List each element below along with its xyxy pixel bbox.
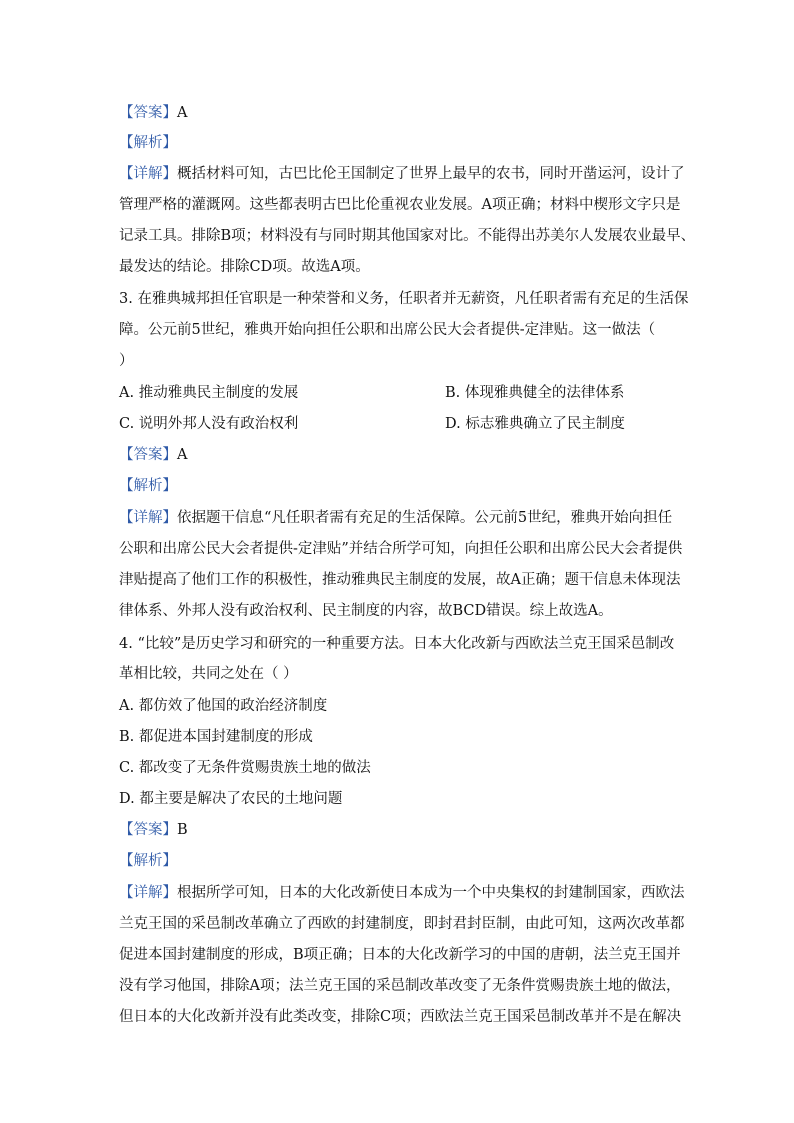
q3-answer-line	[119, 445, 679, 465]
answer-label: 【答案】	[119, 822, 177, 838]
detail-line: 最发达的结论。排除CD项。故选A项。	[119, 259, 370, 275]
detail-text: 概括材料可知，古巴比伦王国制定了世界上最早的农书，同时开凿运河，设计了	[177, 166, 685, 182]
q4-option-b: B. 都促进本国封建制度的形成	[119, 729, 313, 745]
analysis-label: 【解析】	[119, 478, 177, 494]
detail-line: 管理严格的灌溉网。这些都表明古巴比伦重视农业发展。A项正确；材料中楔形文字只是	[119, 197, 681, 213]
analysis-label: 【解析】	[119, 853, 177, 869]
answer-line	[119, 103, 679, 123]
detail-line	[119, 508, 679, 528]
q3-option-b: B. 体现雅典健全的法律体系	[445, 385, 625, 401]
q4-stem: 4. “比较”是历史学习和研究的一种重要方法。日本大化改新与西欧法兰克王国采邑制改	[119, 636, 675, 652]
answer-value: B	[177, 822, 188, 838]
detail-line: 律体系、外邦人没有政治权利、民主制度的内容，故BCD错误。综上故选A。	[119, 603, 613, 619]
detail-line: 但日本的大化改新并没有此类改变，排除C项；西欧法兰克王国采邑制改革并不是在解决	[119, 1009, 682, 1025]
detail-label: 【详解】	[119, 510, 177, 526]
q3-option-c: C. 说明外邦人没有政治权利	[119, 416, 299, 432]
q4-stem: 革相比较，共同之处在（ ）	[119, 666, 298, 682]
detail-line: 没有学习他国，排除A项；法兰克王国的采邑制改革改变了无条件赏赐贵族土地的做法，	[119, 978, 681, 994]
q3-stem: 障。公元前5世纪，雅典开始向担任公职和出席公民大会者提供-定津贴。这一做法（	[119, 322, 656, 338]
detail-line: 记录工具。排除B项；材料没有与同时期其他国家对比。不能得出苏美尔人发展农业最早、	[119, 228, 696, 244]
q4-option-c: C. 都改变了无条件赏赐贵族土地的做法	[119, 760, 371, 776]
q3-stem: 3. 在雅典城邦担任官职是一种荣誉和义务，任职者并无薪资，凡任职者需有充足的生活保	[119, 291, 689, 307]
detail-line	[119, 883, 685, 903]
q3-stem: ）	[119, 353, 134, 369]
q3-option-a: A. 推动雅典民主制度的发展	[119, 385, 299, 401]
q4-option-a: A. 都仿效了他国的政治经济制度	[119, 698, 328, 714]
answer-value: A	[177, 105, 188, 121]
detail-line: 津贴提高了他们工作的积极性，推动雅典民主制度的发展，故A正确；题干信息未体现法	[119, 572, 681, 588]
answer-label: 【答案】	[119, 105, 177, 121]
q4-answer-line	[119, 820, 679, 840]
answer-value: A	[177, 447, 188, 463]
answer-label: 【答案】	[119, 447, 177, 463]
analysis-label: 【解析】	[119, 135, 177, 151]
detail-line: 兰克王国的采邑制改革确立了西欧的封建制度，即封君封臣制，由此可知，这两次改革都	[119, 916, 685, 932]
detail-line: 促进本国封建制度的形成，B项正确；日本的大化改新学习的中国的唐朝，法兰克王国并	[119, 947, 681, 963]
detail-line: 公职和出席公民大会者提供-定津贴”并结合所学可知，向担任公职和出席公民大会者提供	[119, 541, 683, 557]
detail-line	[119, 164, 685, 184]
detail-label: 【详解】	[119, 166, 177, 182]
detail-text: 根据所学可知，日本的大化改新使日本成为一个中央集权的封建制国家，西欧法	[177, 885, 685, 901]
detail-label: 【详解】	[119, 885, 177, 901]
detail-text: 依据题干信息“凡任职者需有充足的生活保障。公元前5世纪，雅典开始向担任	[177, 510, 673, 526]
q4-option-d: D. 都主要是解决了农民的土地问题	[119, 791, 343, 807]
q3-option-d: D. 标志雅典确立了民主制度	[445, 416, 625, 432]
